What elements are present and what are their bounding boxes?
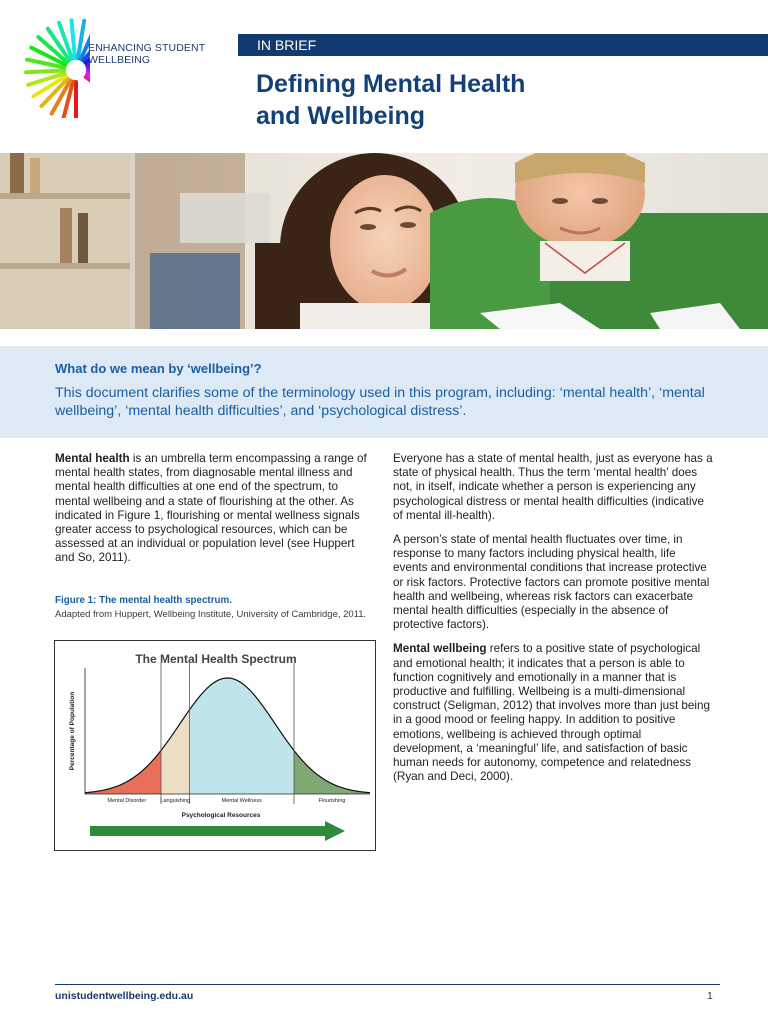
logo-ray (26, 71, 64, 73)
figure-source: Adapted from Huppert, Wellbeing Institute, University of Cambridge, 2011. (55, 609, 367, 620)
page-number: 1 (707, 990, 713, 1002)
logo-line-1: ENHANCING STUDENT (88, 42, 206, 54)
title-line-1: Defining Mental Health (256, 70, 526, 98)
footer-divider (55, 984, 720, 985)
region-mental-wellness (190, 678, 295, 794)
mental-wellbeing-term: Mental wellbeing (393, 642, 487, 656)
chart-svg (55, 641, 377, 852)
arrow-body (90, 826, 326, 836)
page-title (256, 68, 756, 132)
region-label: Flourishing (318, 798, 346, 804)
region-label: Mental Wellness (221, 798, 262, 804)
sunburst-logo-icon (20, 14, 90, 118)
in-brief-bar (238, 34, 768, 56)
logo-line-2: WELLBEING (88, 54, 151, 66)
region-languishing (161, 710, 190, 794)
logo-ray (86, 77, 90, 99)
chart-y-axis-label: Percentage of Population (69, 691, 76, 771)
arrow-head-icon (325, 821, 345, 841)
mental-wellbeing-paragraph (393, 642, 713, 784)
paragraph-state-of-health: Everyone has a state of mental health, just as everyone has a state of physical health. Thus the term ‘mental health’ does not, in itself, indicate whether a person is experiencing any psychological distress or mental health difficulties (indicative of mental ill-health). (393, 452, 713, 522)
region-flourishing (294, 750, 370, 794)
intro-text: This document clarifies some of the terminology used in this program, including: ‘mental health’, ‘mental wellbeing’, ‘mental health difficulties’, and ‘psychological distress’. (55, 385, 705, 419)
intro-heading: What do we mean by ‘wellbeing’? (55, 361, 262, 376)
chart-regions (85, 678, 370, 794)
students-photo-illustration (0, 153, 768, 329)
footer-url-link[interactable]: unistudentwellbeing.edu.au (55, 990, 194, 1002)
logo-ray (72, 20, 75, 58)
region-label: Mental Disorder (107, 798, 147, 804)
intro-band (0, 346, 768, 438)
left-column (55, 452, 373, 576)
figure-caption: Figure 1: The mental health spectrum. (55, 595, 232, 606)
region-mental-disorder (85, 750, 161, 794)
mental-health-text: is an umbrella term encompassing a range of mental health states, from diagnosable mental illness and mental health difficulties at one end of the spectrum, to mental wellbeing and a state of flourishing at the other. As indicated in Figure 1, flourishing or mental wellness signals greater access to psychological resources, which can be assessed at an individual or population level (see Huppert and So, 2011). (55, 452, 367, 565)
mental-health-spectrum-chart (54, 640, 376, 851)
in-brief-label: IN BRIEF (257, 37, 317, 53)
mental-health-paragraph (55, 452, 373, 566)
paragraph-fluctuates: A person’s state of mental health fluctuates over time, in response to many factors including physical health, life events and environmental conditions that increase protective or risk factors. Protective factors can promote positive mental health and wellbeing, whereas risk factors can exacerbate mental health difficulties (especially in the absence of protective factors). (393, 533, 710, 632)
chart-title: The Mental Health Spectrum (135, 652, 297, 666)
right-column (393, 452, 713, 794)
chart-x-axis-label: Psychological Resources (181, 812, 261, 819)
mental-wellbeing-text: refers to a positive state of psychological and emotional health; it indicates that a person is able to function cognitively and emotionally in a manner that is productive and fulfilling. Wellbeing is a multi-dimensional construct (Seligman, 2012) that involves more than just being in a good mood or feeling happy. In addition to positive emotions, wellbeing is achieved through optimal development, a ‘meaningful’ life, and satisfaction of basic human needs for autonomy, competence and relatedness (Ryan and Deci, 2000). (393, 642, 711, 784)
title-line-2: and Wellbeing (256, 102, 425, 130)
chart-arrow (90, 821, 345, 841)
mental-health-term: Mental health (55, 452, 130, 465)
students-photo (0, 153, 768, 329)
logo-text (88, 42, 205, 66)
region-label: Languishing (160, 798, 191, 804)
chart-region-labels (107, 798, 345, 804)
